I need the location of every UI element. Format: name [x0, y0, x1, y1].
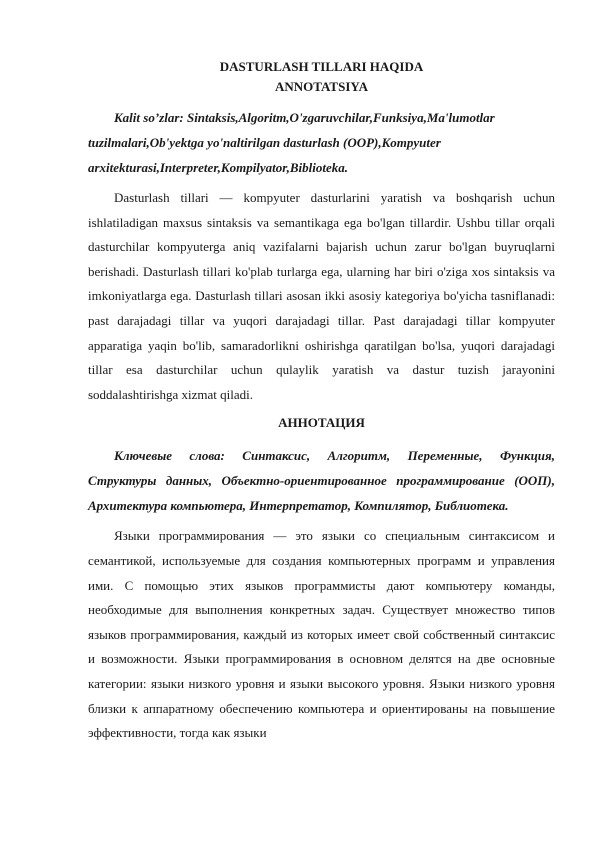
keywords-label-uz: Kalit so’zlar: [114, 110, 184, 125]
keywords-uz [88, 105, 555, 180]
annotation-body-ru: Языки программирования — это языки со специальным синтаксисом и семантикой, используемые для создания компьютерных программ и управления ими. С помощью этих языков программисты дают компьютеру команды, необходимые для выполнения конкретных задач. Существует множество типов языков программирования, каждый из которых имеет свой собственный синтаксис и возможности. Языки программирования в основном делятся на две основные категории: языки низкого уровня и языки высокого уровня. Языки низкого уровня близки к аппаратному обеспечению компьютера и ориентированы на повышение эффективности, тогда как языки [88, 528, 555, 741]
keywords-label-ru: Ключевые слова: [114, 448, 225, 464]
keywords-text-uz: Sintaksis,Algoritm,O'zgaruvchilar,Funksiya,Ma'lumotlar tuzilmalari,Ob'yektga yo'naltirilgan dasturlash (OOP),Kompyuter arxitekturasi,Interpreter,Kompilyator,Biblioteka. [88, 110, 495, 175]
keywords-ru [88, 443, 555, 518]
document-page [88, 57, 555, 746]
annotation-body-uz: Dasturlash tillari — kompyuter dasturlarini yaratish va boshqarish uchun ishlatiladigan maxsus sintaksis va semantikaga ega bo'lgan tillardir. Ushbu tillar orqali dasturchilar kompyuterga aniq vazifalarni bajarish uchun zarur bo'lgan buyruqlarni berishadi. Dasturlash tillari ko'plab turlarga ega, ularning har biri o'ziga xos sintaksis va imkoniyatlarga ega. Dasturlash tillari asosan ikki asosiy kategoriya bo'yicha tasniflanadi: past darajadagi tillar va yuqori darajadagi tillar. Past darajadagi tillar kompyuter apparatiga yaqin bo'lib, samaradorlikni oshirishga qaratilgan bo'lsa, yuqori darajadagi tillar esa dasturchilar uchun qulaylik yaratish va dastur tuzish jarayonini soddalashtirishga xizmat qiladi. [88, 190, 555, 402]
annotation-heading-ru: АННОТАЦИЯ [278, 415, 365, 431]
document-title: DASTURLASH TILLARI HAQIDA [219, 59, 424, 74]
keywords-text-ru: Синтаксис, Алгоритм, Переменные, Функция, Структуры данных, Объектно-ориентированное программирование (ООП), Архитектура компьютера, Интерпретатор, Компилятор, Библиотека. [88, 448, 555, 514]
annotation-heading-uz: ANNOTATSIYA [275, 79, 368, 94]
